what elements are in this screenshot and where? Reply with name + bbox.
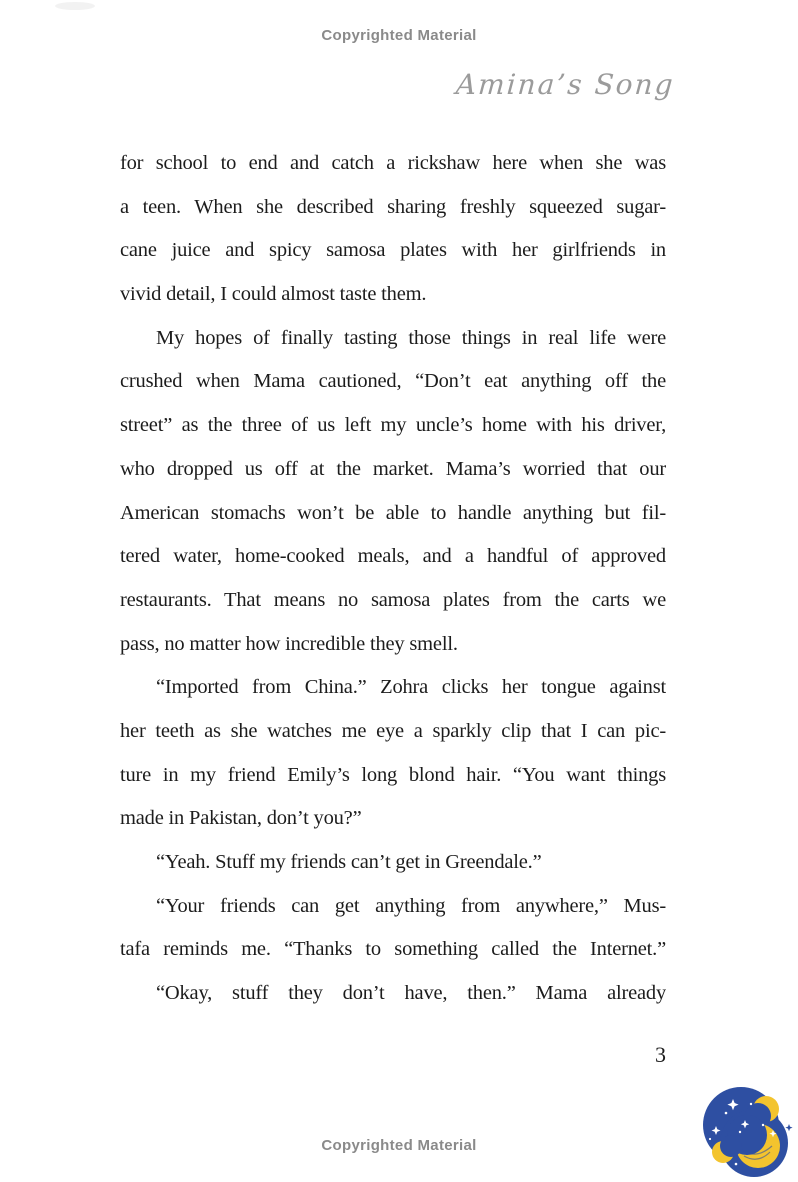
moon-stars-logo [696,1084,796,1180]
text-line: her teeth as she watches me eye a sparkly clip that I can pic- [120,719,666,742]
text-line: tafa reminds me. “Thanks to something called the Internet.” [120,938,666,961]
text-line: restaurants. That means no samosa plates from the carts we [120,588,666,611]
running-header-title: Amina’s Song [455,68,677,101]
text-line: cane juice and spicy samosa plates with her girlfriends in [120,239,666,262]
scan-artifact [55,2,95,10]
text-line: ture in my friend Emily’s long blond hair. “You want things [120,763,666,786]
text-line: made in Pakistan, don’t you?” [120,807,362,830]
text-line: pass, no matter how incredible they smell. [120,632,458,655]
text-line: who dropped us off at the market. Mama’s worried that our [120,457,666,480]
text-line: “Your friends can get anything from anywhere,” Mus- [156,894,666,917]
text-line: crushed when Mama cautioned, “Don’t eat anything off the [120,370,666,393]
text-line: “Imported from China.” Zohra clicks her tongue against [156,676,666,699]
text-line: My hopes of finally tasting those things in real life were [156,326,666,349]
body-text [120,142,666,1016]
text-line: tered water, home-cooked meals, and a handful of approved [120,545,666,568]
text-line: street” as the three of us left my uncle’s home with his driver, [120,414,666,437]
page-number: 3 [655,1042,666,1067]
text-line: “Okay, stuff they don’t have, then.” Mama already [156,982,666,1005]
text-line: a teen. When she described sharing freshly squeezed sugar- [120,195,666,218]
copyright-notice-bottom: Copyrighted Material [321,1137,477,1154]
text-line: “Yeah. Stuff my friends can’t get in Greendale.” [156,851,542,873]
text-line: American stomachs won’t be able to handle anything but fil- [120,501,666,524]
text-line: for school to end and catch a rickshaw here when she was [120,152,666,174]
text-line: vivid detail, I could almost taste them. [120,283,427,306]
copyright-notice-top: Copyrighted Material [321,27,477,44]
